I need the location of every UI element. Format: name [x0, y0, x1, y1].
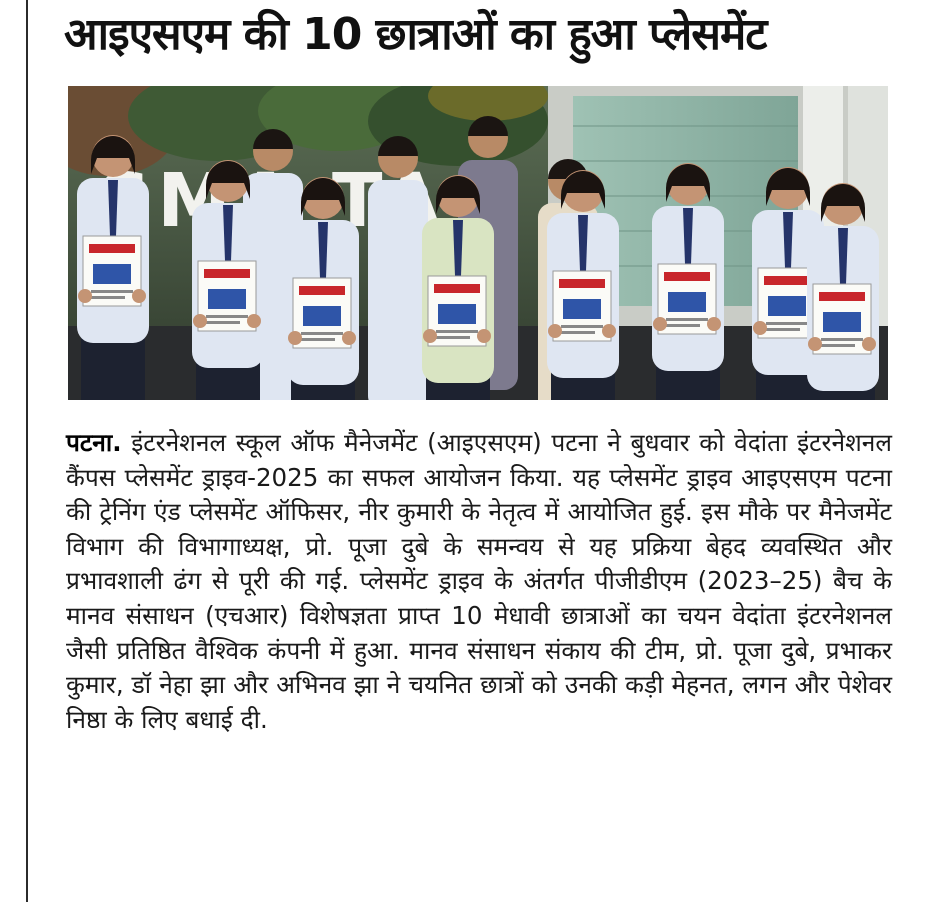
dateline: पटना.: [66, 428, 122, 457]
background-sign: SMA: [98, 158, 301, 244]
article-text: इंटरनेशनल स्कूल ऑफ मैनेजमेंट (आइएसएम) पटना ने बुधवार को वेदांता इंटरनेशनल कैंपस प्लेसमेंट ड्राइव-2025 का सफल आयोजन किया. यह प्लेसमेंट ड्राइव आइएसएम पटना की ट्रेनिंग एंड प्लेसमेंट ऑफिसर, नीर कुमारी के नेतृत्व में आयोजित हुई. इस मौके पर मैनेजमेंट विभाग की विभागाध्यक्ष, प्रो. पूजा दुबे के समन्वय से यह प्रक्रिया बेहद व्यवस्थित और प्रभावशाली ढंग से पूरी की गई. प्लेसमेंट ड्राइव के अंतर्गत पीजीडीएम (2023–25) बैच के मानव संसाधन (एचआर) विशेषज्ञता प्राप्त 10 मेधावी छात्राओं का चयन वेदांता इंटरनेशनल जैसी प्रतिष्ठित वैश्विक कंपनी में हुआ. मानव संसाधन संकाय की टीम, प्रो. पूजा दुबे, प्रभाकर कुमार, डॉ नेहा झा और अभिनव झा ने चयनित छात्रों को उनकी कड़ी मेहनत, लगन और पेशेवर निष्ठा के लिए बधाई दी.: [66, 428, 892, 734]
article-body: [66, 426, 892, 737]
group-photo: [68, 86, 888, 400]
group-photo-illustration: [68, 86, 888, 400]
column-rule: [26, 0, 28, 902]
headline: आइएसएम की 10 छात्राओं का हुआ प्लेसमेंट: [64, 9, 767, 60]
